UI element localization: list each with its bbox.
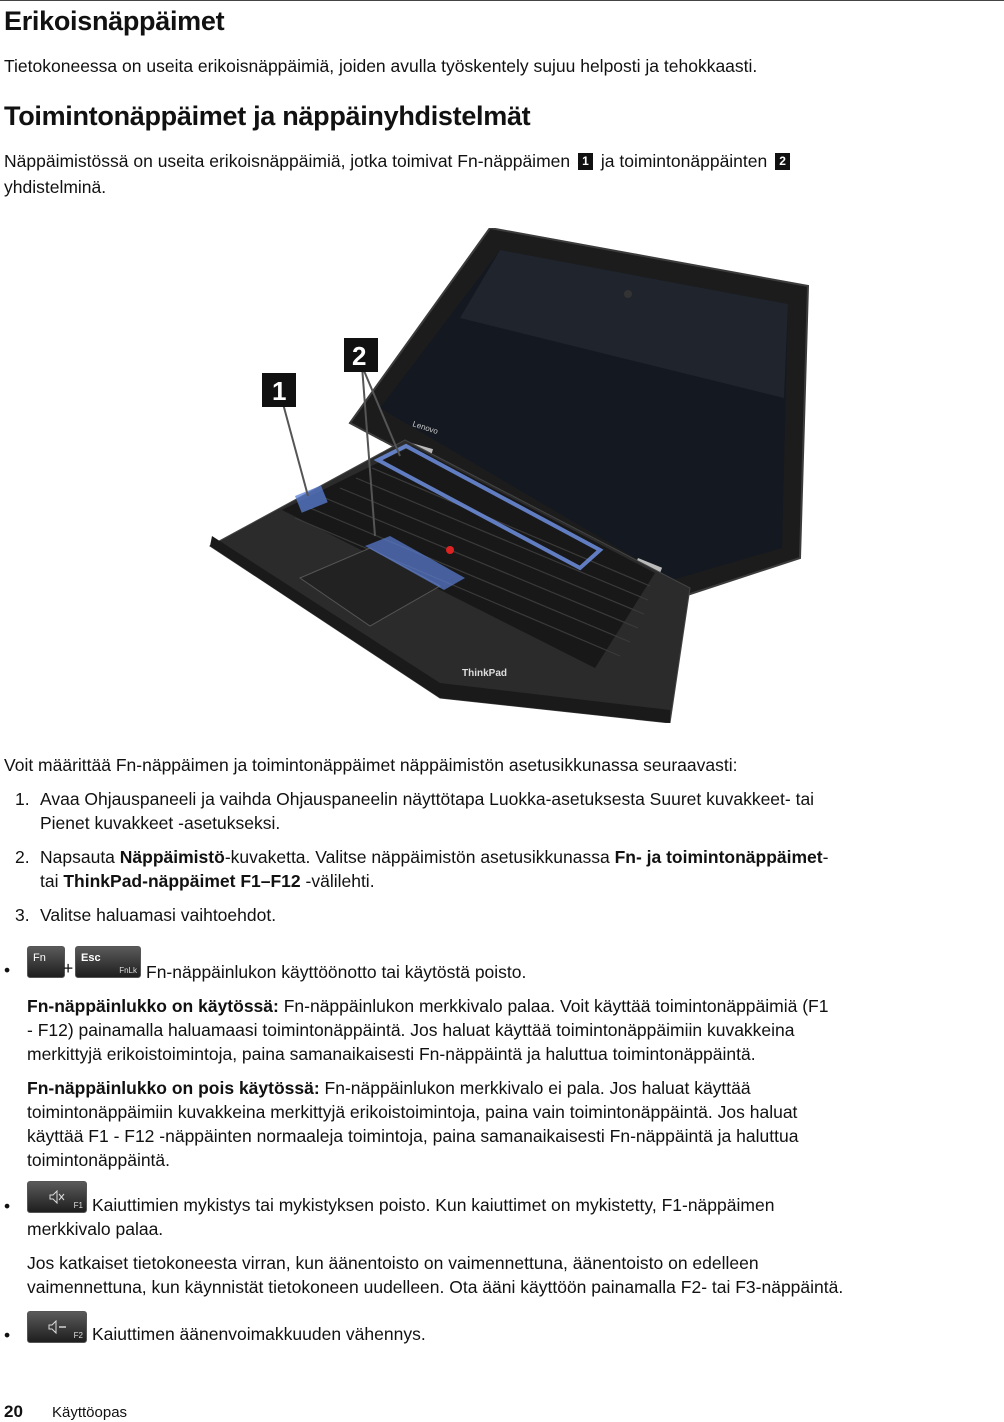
- fnlock-on-line2: - F12) painamalla haluamaasi toimintonäppäintä. Jos haluat käyttää toimintonäppäimiin kuvakkeina: [27, 1020, 795, 1040]
- section-intro-line2: yhdistelminä.: [4, 177, 107, 197]
- step-2-fn-tab-label: Fn- ja toimintonäppäimet: [614, 847, 823, 867]
- mute-p2-line2: vaimennettuna, kun käynnistät tietokoneen uudelleen. Ota ääni käyttöön painamalla F2- tai F3-näppäintä.: [27, 1277, 844, 1297]
- page-number: 20: [4, 1402, 23, 1421]
- section-title: Toimintonäppäimet ja näppäinyhdistelmät: [4, 101, 531, 131]
- step-2-text-a: Napsauta: [40, 847, 120, 867]
- fnlock-off-label: Fn-näppäinlukko on pois käytössä:: [27, 1078, 320, 1098]
- mute-line2: merkkivalo palaa.: [27, 1219, 164, 1239]
- setup-intro: Voit määrittää Fn-näppäimen ja toimintonäppäimet näppäimistön asetusikkunassa seuraavasti:: [4, 755, 738, 775]
- f1-sublabel: F1: [73, 1201, 83, 1210]
- step-1-line2: Pienet kuvakkeet -asetukseksi.: [40, 813, 281, 833]
- bullet-voldown: •: [4, 1325, 11, 1345]
- screen-brand: Lenovo: [411, 419, 440, 437]
- fn-key-label: Fn: [33, 952, 46, 964]
- fnlock-desc: Fn-näppäinlukon käyttöönotto tai käytöstä poisto.: [146, 962, 527, 982]
- step-2-line1: [40, 845, 828, 869]
- step-2-line2: [40, 869, 375, 893]
- fnlock-sublabel: FnLk: [119, 966, 137, 975]
- mute-p2-line1: Jos katkaiset tietokoneesta virran, kun äänentoisto on vaimennettuna, äänentoisto on edelleen: [27, 1253, 759, 1273]
- callout-badge-2: 2: [775, 153, 790, 170]
- step-3-number: 3.: [15, 905, 30, 925]
- f1-mute-key-icon: [27, 1181, 87, 1213]
- step-2-text-c: -kuvaketta. Valitse näppäimistön asetusikkunassa: [224, 847, 615, 867]
- callout-badge-1: 1: [578, 153, 593, 170]
- trackpoint: [446, 546, 454, 554]
- voldown-line1: Kaiuttimen äänenvoimakkuuden vähennys.: [92, 1324, 426, 1344]
- step-2-text-f: tai: [40, 871, 64, 891]
- step-2-text-h: -välilehti.: [300, 871, 375, 891]
- step-2-thinkpad-tab-label: ThinkPad-näppäimet F1–F12: [63, 871, 301, 891]
- fnlock-on-label: Fn-näppäinlukko on käytössä:: [27, 996, 279, 1016]
- footer-doc-title: Käyttöopas: [52, 1404, 128, 1421]
- esc-key-label: Esc: [81, 952, 101, 964]
- callout-1: 1: [272, 376, 287, 406]
- top-rule: [0, 0, 1004, 1]
- callout-2: 2: [352, 341, 367, 371]
- fnlock-off-line3: käyttää F1 - F12 -näppäinten normaaleja toimintoja, paina samanaikaisesti Fn-näppäintä ja haluttua: [27, 1126, 799, 1146]
- fnlock-off-line1: [27, 1076, 751, 1100]
- speaker-volume-down-icon: [48, 1320, 68, 1334]
- fnlock-on-line1: [27, 994, 828, 1018]
- fnlock-on-text1: Fn-näppäinlukon merkkivalo palaa. Voit käyttää toimintonäppäimiä (F1: [278, 996, 829, 1016]
- step-2-number: 2.: [15, 847, 30, 867]
- bullet-mute: •: [4, 1196, 11, 1216]
- f2-sublabel: F2: [73, 1331, 83, 1340]
- step-2-keyboard-label: Näppäimistö: [119, 847, 225, 867]
- mute-line1: Kaiuttimien mykistys tai mykistyksen poisto. Kun kaiuttimet on mykistetty, F1-näppäimen: [92, 1195, 775, 1215]
- page-title: Erikoisnäppäimet: [4, 6, 225, 36]
- fnlock-off-line2: toimintonäppäimiin kuvakkeina merkittyjä erikoistoimintoja, paina vain toimintonäppäintä. Jos haluat: [27, 1102, 798, 1122]
- fnlock-off-text1: Fn-näppäinlukon merkkivalo ei pala. Jos haluat käyttää: [319, 1078, 751, 1098]
- section-intro-text-b: ja toimintonäppäinten: [600, 151, 768, 171]
- step-2-text-e: -: [822, 847, 829, 867]
- speaker-mute-icon: [49, 1190, 65, 1204]
- laptop-svg: [200, 228, 810, 723]
- fn-key-icon: [27, 946, 65, 978]
- esc-fnlock-key-icon: [75, 946, 141, 978]
- step-3-line1: Valitse haluamasi vaihtoehdot.: [40, 905, 277, 925]
- section-intro-line1: [4, 149, 793, 173]
- step-1-number: 1.: [15, 789, 30, 809]
- intro-text: Tietokoneessa on useita erikoisnäppäimiä, joiden avulla työskentely sujuu helposti ja tehokkaasti.: [4, 56, 758, 76]
- section-intro-text-a: Näppäimistössä on useita erikoisnäppäimiä, jotka toimivat Fn-näppäimen: [4, 151, 571, 171]
- bullet-fnlock: •: [4, 960, 11, 980]
- plus-sign: +: [63, 958, 74, 978]
- fnlock-off-line4: toimintonäppäintä.: [27, 1150, 171, 1170]
- f2-volume-down-key-icon: [27, 1311, 87, 1343]
- fnlock-on-line3: merkittyjä erikoistoimintoja, paina samanaikaisesti Fn-näppäintä ja haluttua toimintonäppäintä.: [27, 1044, 756, 1064]
- step-1-line1: Avaa Ohjauspaneeli ja vaihda Ohjauspaneelin näyttötapa Luokka-asetuksesta Suuret kuvakkeet- tai: [40, 789, 815, 809]
- webcam: [624, 290, 632, 298]
- laptop-illustration: [200, 228, 810, 723]
- body-brand: ThinkPad: [462, 668, 508, 679]
- leader-1: [282, 400, 308, 496]
